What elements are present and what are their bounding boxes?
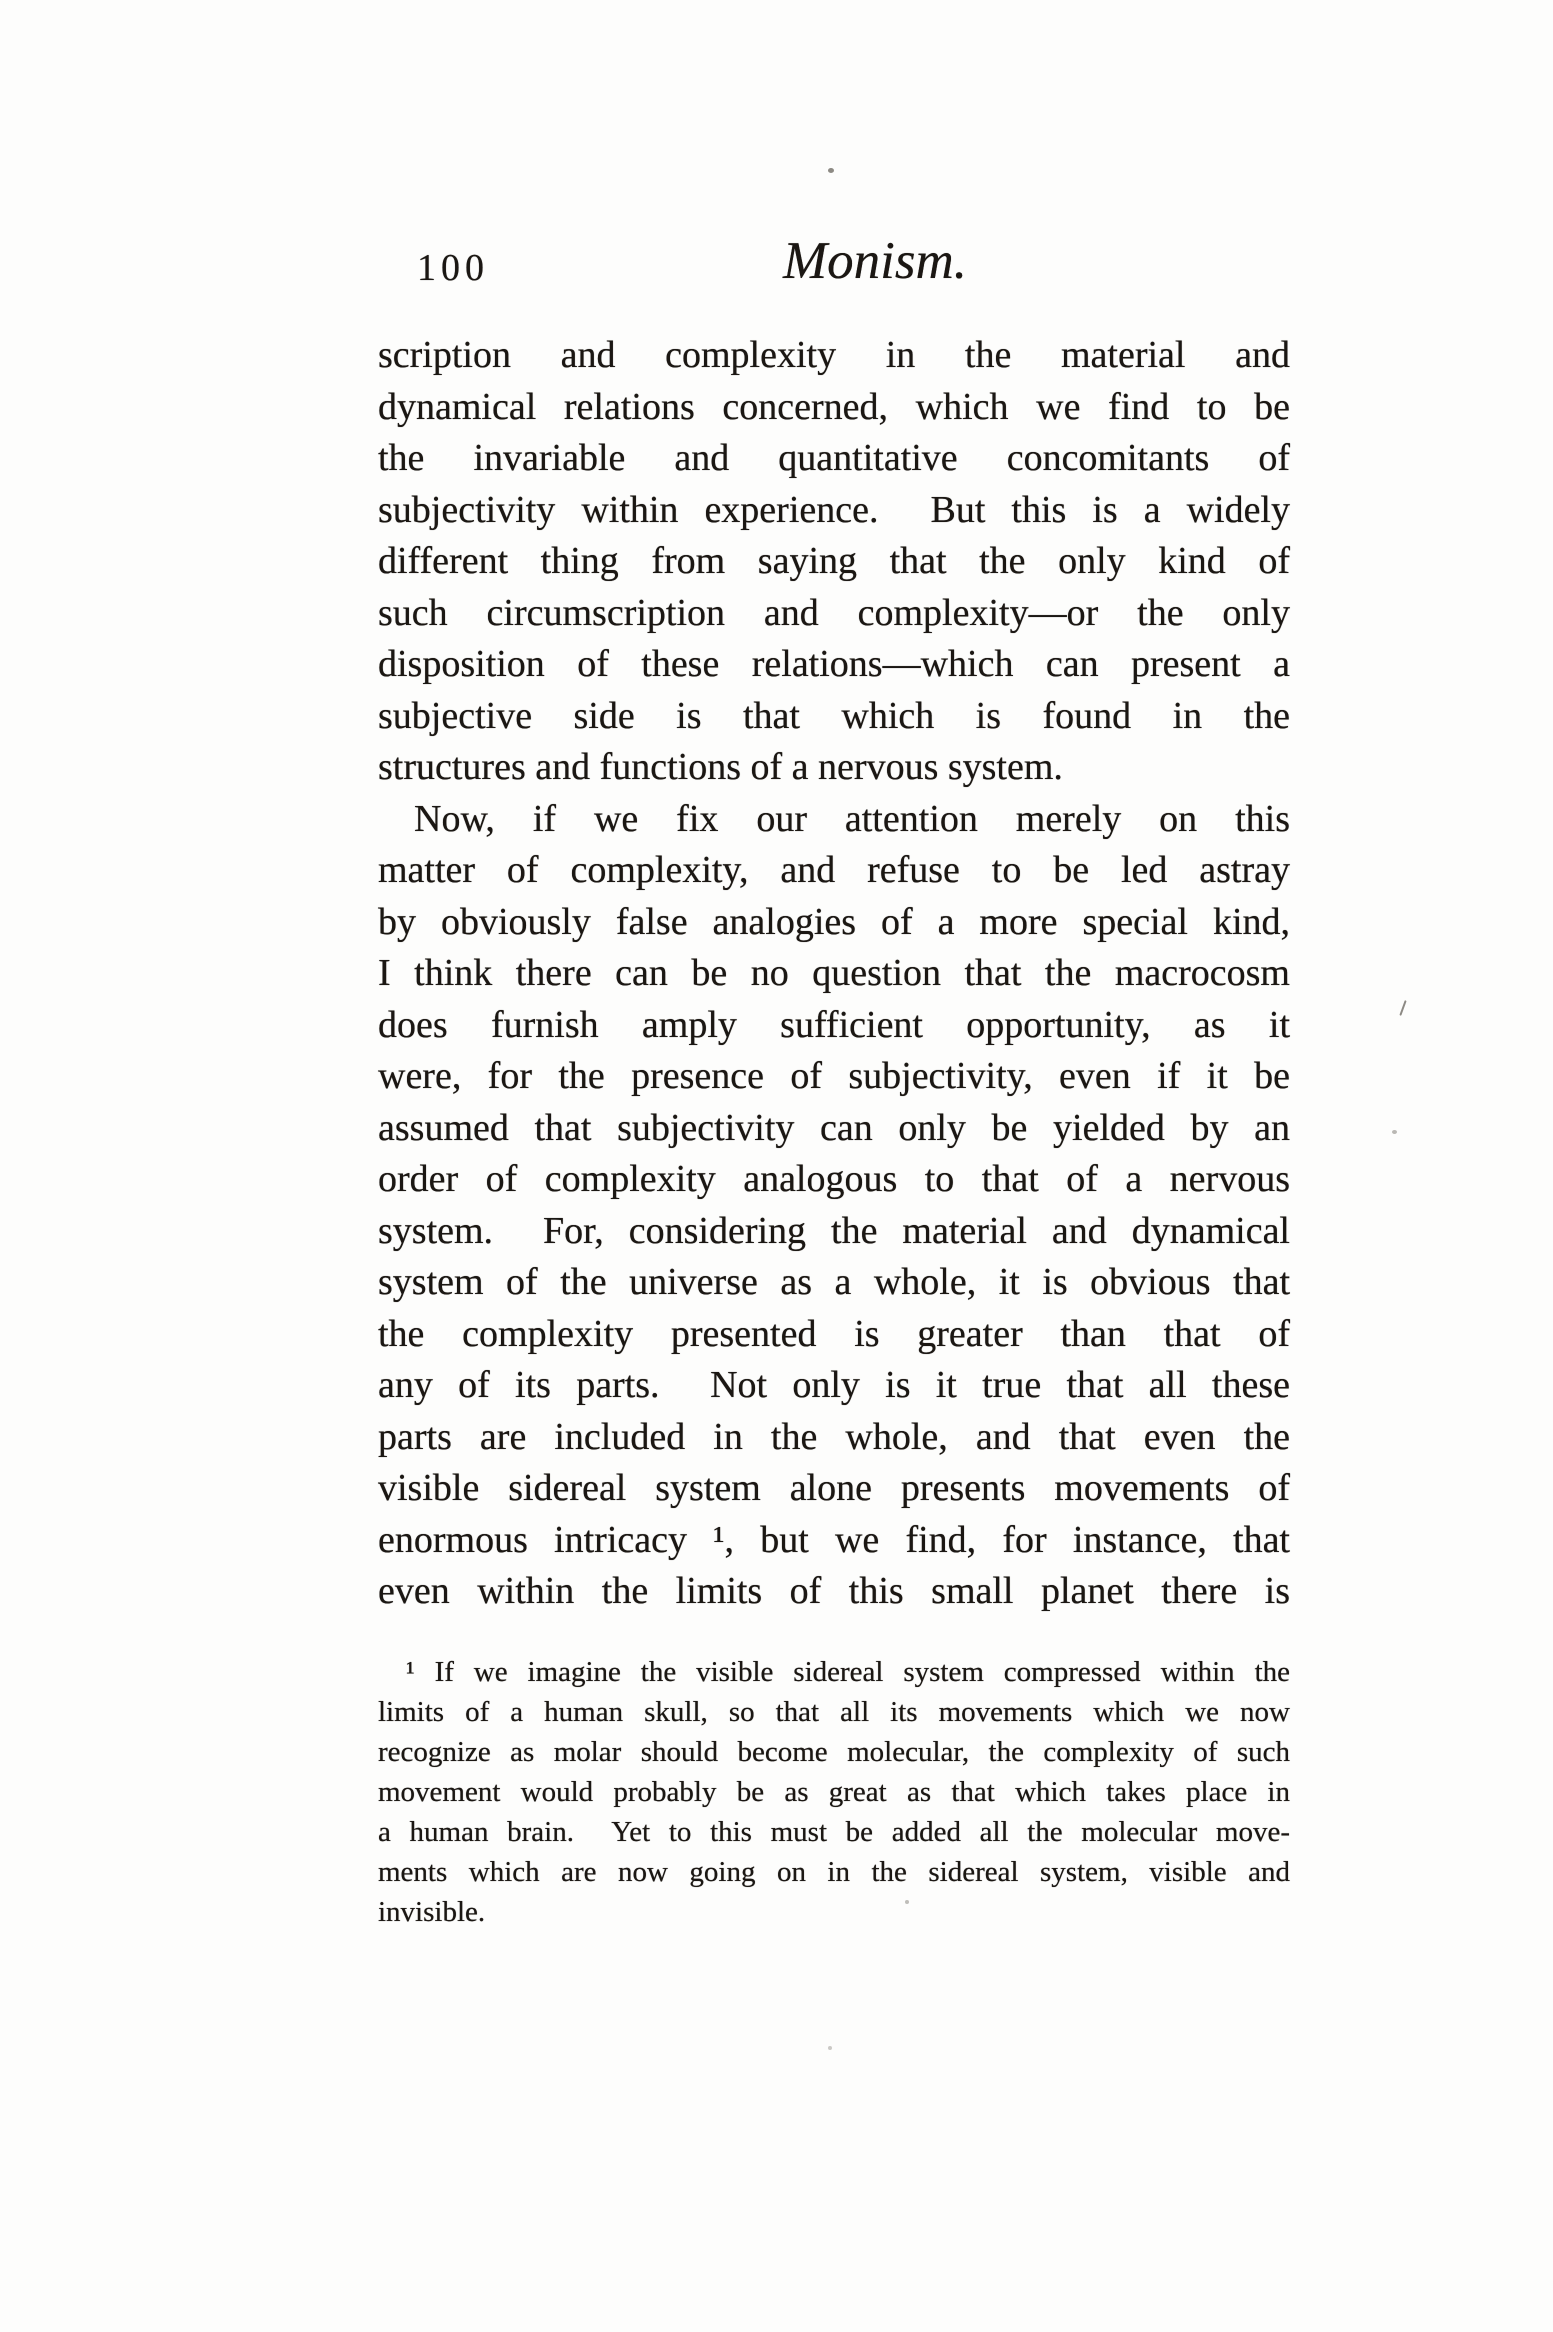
text-line: the complexity presented is greater than that of: [378, 1312, 1290, 1355]
text-line: were, for the presence of subjectivity, even if it be: [378, 1055, 1290, 1097]
page-header: [378, 230, 1290, 294]
text-line: I think there can be no question that the macrocosm: [378, 952, 1290, 994]
text-line: ¹ If we imagine the visible sidereal system compressed within the: [406, 1656, 1290, 1688]
text-line: such circumscription and complexity—or the only: [378, 591, 1290, 634]
text-line: dynamical relations concerned, which we find to be: [378, 385, 1290, 428]
text-line: by obviously false analogies of a more special kind,: [378, 900, 1290, 943]
text-line: visible sidereal system alone presents movements of: [378, 1467, 1290, 1509]
text-line: any of its parts. Not only is it true that all these: [378, 1364, 1290, 1406]
text-line: enormous intricacy ¹, but we find, for instance, that: [378, 1518, 1290, 1561]
scan-speck: [1392, 1130, 1397, 1134]
page-number: 100: [417, 247, 489, 289]
text-line: subjectivity within experience. But this is a widely: [378, 488, 1290, 531]
paragraph-continuation: [378, 330, 1290, 794]
text-line: assumed that subjectivity can only be yielded by an: [378, 1106, 1290, 1149]
text-line: invisible.: [378, 1896, 486, 1928]
scan-speck: [905, 1900, 909, 1904]
text-line: parts are included in the whole, and that even the: [378, 1415, 1290, 1458]
text-line: does furnish amply sufficient opportunity, as it: [378, 1003, 1290, 1046]
scan-speck: [828, 168, 834, 173]
scan-speck: [1399, 1000, 1406, 1016]
text-line: movement would probably be as great as that which takes place in: [378, 1776, 1290, 1808]
text-line: matter of complexity, and refuse to be led astray: [378, 849, 1290, 891]
text-line: disposition of these relations—which can present a: [378, 643, 1290, 685]
text-line: the invariable and quantitative concomitants of: [378, 437, 1290, 479]
text-line: limits of a human skull, so that all its movements which we now: [378, 1696, 1290, 1728]
text-line: system. For, considering the material and dynamical: [378, 1209, 1290, 1252]
text-line: structures and functions of a nervous system.: [378, 746, 1063, 788]
text-line: system of the universe as a whole, it is obvious that: [378, 1261, 1290, 1303]
text-line: subjective side is that which is found in the: [378, 694, 1290, 737]
footnote-paragraph: [378, 1652, 1290, 1932]
text-line: scription and complexity in the material and: [378, 334, 1290, 376]
body-text: [378, 330, 1290, 1618]
text-line: Now, if we fix our attention merely on this: [414, 797, 1290, 840]
running-title: Monism.: [783, 232, 968, 290]
text-line: different thing from saying that the only kind of: [378, 540, 1290, 582]
footnote: [378, 1652, 1290, 1932]
text-line: order of complexity analogous to that of a nervous: [378, 1158, 1290, 1200]
text-line: recognize as molar should become molecular, the complexity of such: [378, 1736, 1290, 1768]
text-line: ments which are now going on in the sidereal system, visible and: [378, 1856, 1290, 1888]
text-line: a human brain. Yet to this must be added all the molecular move-: [378, 1816, 1290, 1848]
scan-speck: [828, 2046, 832, 2050]
text-line: even within the limits of this small planet there is: [378, 1570, 1290, 1612]
paragraph: [378, 794, 1290, 1618]
